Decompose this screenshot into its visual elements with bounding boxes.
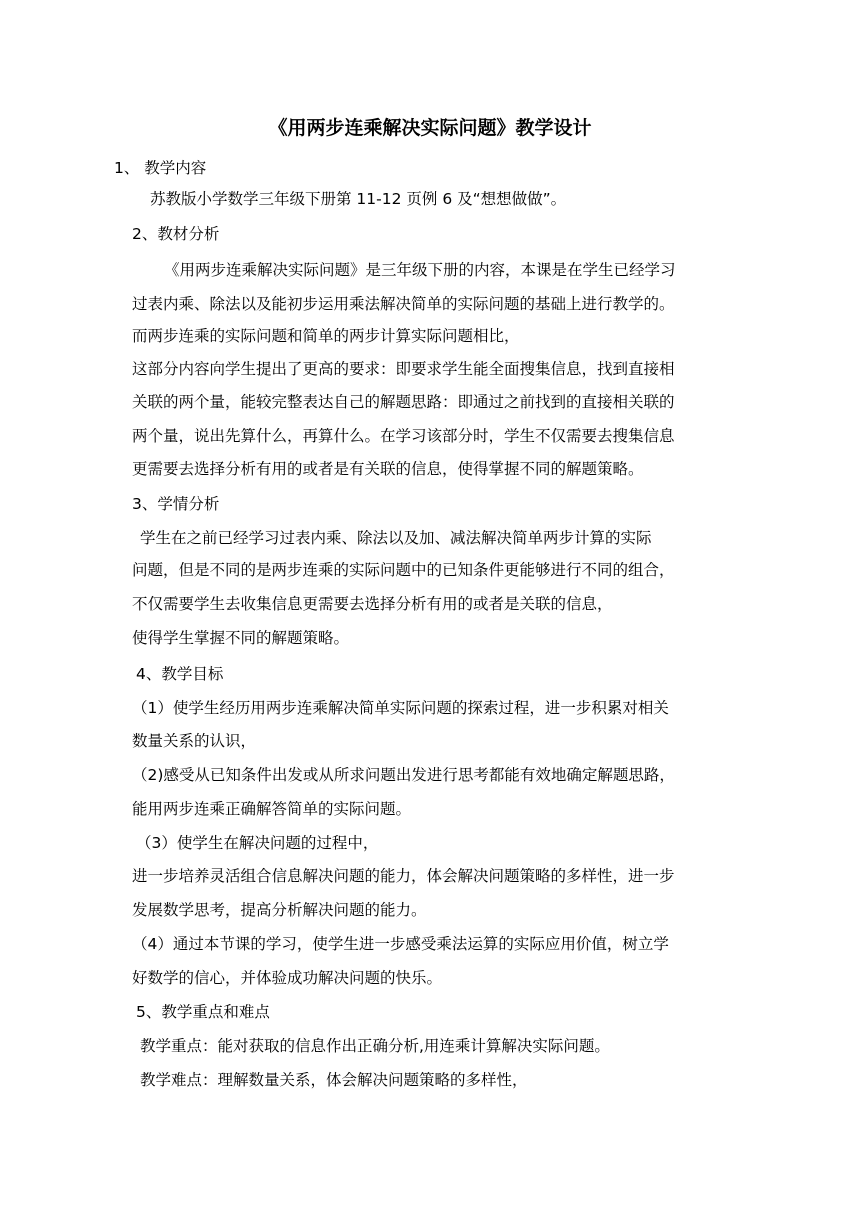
section-3-line-4: 使得学生掌握不同的解题策略。 — [132, 629, 350, 647]
section-4-line-7: 发展数学思考，提高分析解决问题的能力。 — [132, 901, 427, 919]
section-4-line-1: （1）使学生经历用两步连乘解决简单实际问题的探索过程，进一步积累对相关 — [132, 699, 669, 717]
section-2-line-5: 关联的两个量，能较完整表达自己的解题思路：即通过之前找到的直接相关联的 — [132, 393, 675, 411]
section-4-line-9: 好数学的信心，并体验成功解决问题的快乐。 — [132, 969, 443, 987]
section-1-line-1: 苏教版小学数学三年级下册第 11-12 页例 6 及“想想做做”。 — [150, 190, 567, 208]
section-4-line-8: （4）通过本节课的学习，使学生进一步感受乘法运算的实际应用价值，树立学 — [132, 935, 669, 953]
section-2-line-3: 而两步连乘的实际问题和简单的两步计算实际问题相比， — [132, 327, 520, 345]
section-2-line-2: 过表内乘、除法以及能初步运用乘法解决简单的实际问题的基础上进行教学的。 — [132, 295, 675, 313]
section-2-line-1: 《用两步连乘解决实际问题》是三年级下册的内容，本课是在学生已经学习 — [164, 261, 676, 279]
section-5-heading: 5、教学重点和难点 — [136, 1003, 270, 1021]
section-4-line-6: 进一步培养灵活组合信息解决问题的能力，体会解决问题策略的多样性，进一步 — [132, 867, 675, 885]
section-1-heading: 1、 教学内容 — [114, 159, 207, 177]
section-5-line-2: 教学难点：理解数量关系，体会解决问题策略的多样性， — [140, 1071, 528, 1089]
section-5-line-1: 教学重点：能对获取的信息作出正确分析,用连乘计算解决实际问题。 — [140, 1037, 610, 1055]
section-2-line-4: 这部分内容向学生提出了更高的要求：即要求学生能全面搜集信息，找到直接相 — [132, 360, 675, 378]
section-4-line-4: 能用两步连乘正确解答简单的实际问题。 — [132, 800, 412, 818]
section-4-line-2: 数量关系的认识， — [132, 732, 257, 750]
section-3-line-3: 不仅需要学生去收集信息更需要去选择分析有用的或者是关联的信息， — [132, 595, 613, 613]
document-title: 《用两步连乘解决实际问题》教学设计 — [268, 117, 592, 139]
section-3-line-2: 问题，但是不同的是两步连乘的实际问题中的已知条件更能够进行不同的组合， — [132, 561, 675, 579]
section-4-heading: 4、教学目标 — [136, 665, 224, 683]
section-4-line-5: （3）使学生在解决问题的过程中， — [136, 834, 379, 852]
section-2-line-7: 更需要去选择分析有用的或者是有关联的信息，使得掌握不同的解题策略。 — [132, 460, 644, 478]
section-2-heading: 2、教材分析 — [132, 225, 220, 243]
section-2-line-6: 两个量，说出先算什么，再算什么。在学习该部分时，学生不仅需要去搜集信息 — [132, 427, 675, 445]
section-4-line-3: （2)感受从已知条件出发或从所求问题出发进行思考都能有效地确定解题思路， — [132, 766, 675, 784]
section-3-heading: 3、学情分析 — [132, 495, 220, 513]
section-3-line-1: 学生在之前已经学习过表内乘、除法以及加、减法解决简单两步计算的实际 — [140, 529, 652, 547]
